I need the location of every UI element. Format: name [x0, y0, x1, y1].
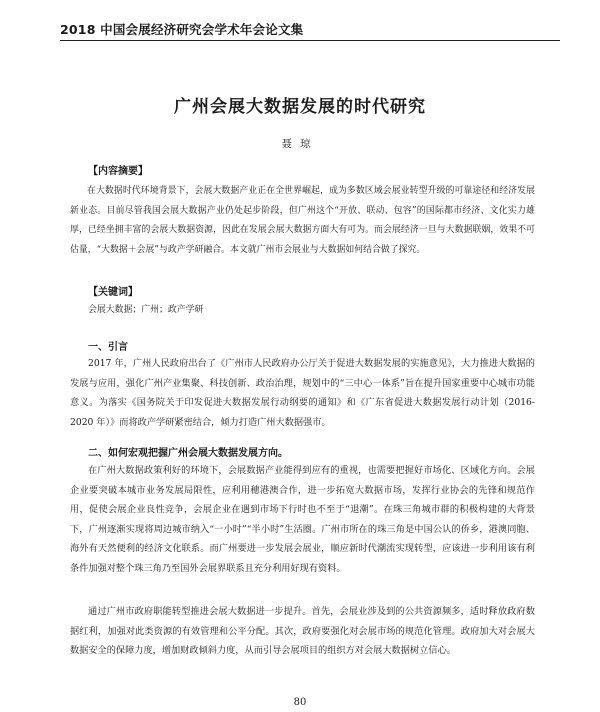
page-number: 80 — [293, 697, 307, 708]
paragraph-direction-2: 通过广州市政府职能转型推进会展大数据进一步提升。首先，会展业涉及到的公共资源频多，适时释放政府数据红利，加强对此类资源的有效管理和公平分配。其次，政府要强化对会展市场的规范化管理。政府加大对会展大数据安全的保障力度，增加财政倾斜力度，从而引导会展项目的组织方对会展大数据树立信心。 — [70, 606, 535, 656]
running-header-text: 2018 中国会展经济研究会学术年会论文集 — [60, 22, 304, 37]
section-heading-direction: 二、如何宏观把握广州会展大数据发展方向。 — [88, 448, 288, 459]
running-header — [60, 18, 560, 42]
author-name: 聂琼 — [281, 138, 319, 150]
paragraph-introduction: 2017 年，广州人民政府出台了《广州市人民政府办公厅关于促进大数据发展的实施意见》，大力推进大数据的发展与应用，强化广州产业集聚、科技创新、政治治理，规划中的“三中心一体系”旨在提升国家重要中心城市功能意义。为落实《国务院关于印发促进大数据发展行动纲要的通知》和《广东省促进大数据发展行动计划（2016-2020 年）》而将政产学研紧密结合，倾力打造广州大数据强市。 — [70, 358, 535, 428]
abstract-label: 【内容摘要】 — [88, 166, 148, 177]
section-heading-introduction: 一、引言 — [88, 342, 128, 353]
paragraph-direction-1: 在广州大数据政策利好的环境下，会展数据产业能得到应有的重视，也需要把握好市场化、区域化方向。会展企业要突破本城市业务发展局限性，应利用穗港澳合作，进一步拓宽大数据市场，发挥行业协会的先锋和规范作用，促使会展企业良性竞争，会展企业在遇到市场下行时也不至于“退潮”。在珠三角城市群的积极构建的大背景下，广州逐渐实现将周边城市纳入“一小时”“半小时”生活圈。广州市所在的珠三角是中国公认的侨乡，港澳同胞、海外有天然便利的经济文化联系。而广州要进一步发展会展业，顺应新时代潮流实现转型，应该进一步利用该有利条件加强对整个珠三角乃至国外会展界联系且充分利用好现有资料。 — [70, 465, 535, 574]
keywords-label: 【关键词】 — [88, 287, 138, 298]
article-title: 广州会展大数据发展的时代研究 — [174, 97, 426, 117]
keywords-text: 会展大数据；广州；政产学研 — [88, 305, 204, 315]
header-rule — [60, 40, 560, 41]
abstract-text: 在大数据时代环境背景下，会展大数据产业正在全世界崛起，成为多数区域会展业转型升级的可靠途径和经济发展新业态。目前尽管我国会展大数据产业仍处起步阶段，但广州这个“开放、联动、包容”的国际都市经济、文化实力雄厚，已经坐拥丰富的会展大数据资源，因此在发展会展大数据方面大有可为。而会展经济一旦与大数据联姻，效果不可估量，“大数据＋会展”与政产学研融合。本文就广州市会展业与大数据如何结合做了探究。 — [70, 186, 535, 255]
